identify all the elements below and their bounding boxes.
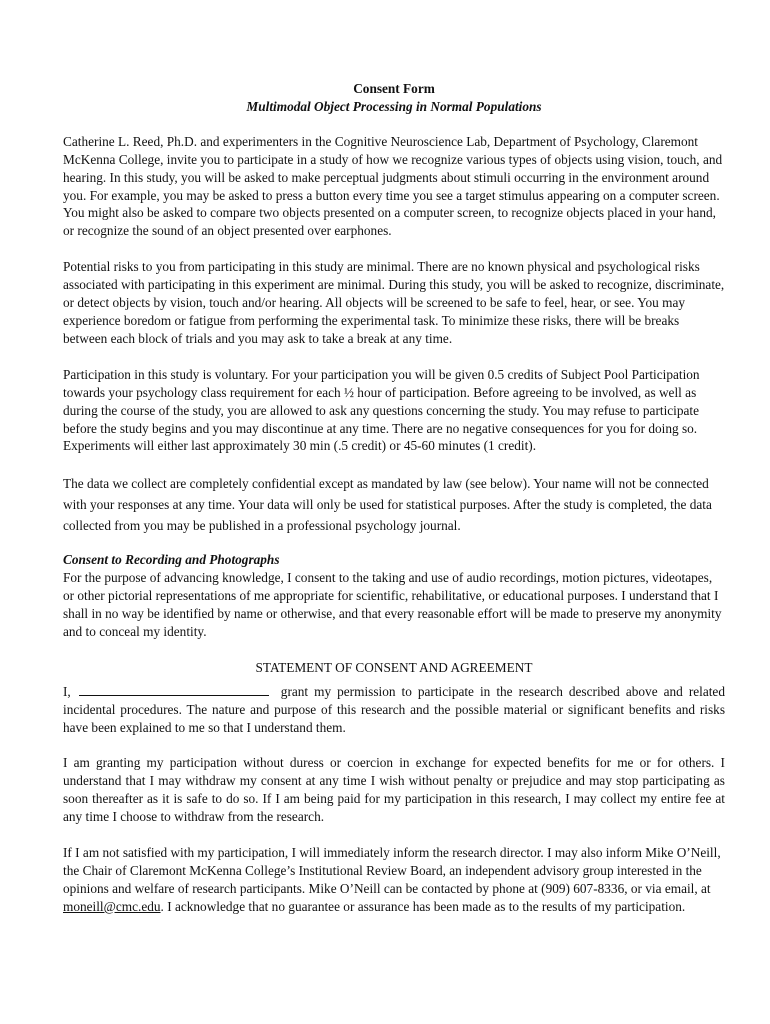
- email-link[interactable]: moneill@cmc.edu: [63, 898, 161, 914]
- grant-prefix: I,: [63, 683, 71, 699]
- confidentiality-paragraph: The data we collect are completely confidential except as mandated by law (see below). Your name will not be connected with your responses at any time. Your data will only be used for statistical purposes. After the study is completed, the data collected from you may be published in a professional psychology journal.: [63, 476, 712, 534]
- participation-paragraph: Participation in this study is voluntary. For your participation you will be given 0.5 credits of Subject Pool Participation towards your psychology class requirement for each ½ hour of participation. Before agreeing to be involved, as well as during the course of the study, you are allowed to ask any questions concerning the study. You may refuse to participate before the study begins and you may discontinue at any time. There are no negative consequences for you for doing so. Experiments will either last approximately 30 min (.5 credit) or 45-60 minutes (1 credit).: [63, 366, 700, 454]
- contact-paragraph: [63, 844, 725, 916]
- consent-document: [63, 80, 725, 934]
- recording-section: [63, 551, 725, 641]
- participant-name-field[interactable]: [79, 683, 269, 696]
- intro-paragraph: Catherine L. Reed, Ph.D. and experimenters in the Cognitive Neuroscience Lab, Department of Psychology, Claremont McKenna College, invite you to participate in a study of how we recognize various types of objects using vision, touch, and hearing. In this study, you will be asked to make perceptual judgments about stimuli occurring in the environment around you. For example, you may be asked to press a button every time you see a target stimulus appearing on a computer screen. You might also be asked to compare two objects presented on a computer screen, to recognize objects placed in your hand, or recognize the sound of an object presented over earphones.: [63, 133, 723, 239]
- recording-body: For the purpose of advancing knowledge, I consent to the taking and use of audio recordings, motion pictures, videotapes, or other pictorial representations of me appropriate for scientific, rehabilitative, or educational purposes. I understand that I shall in no way be identified by name or otherwise, and that every reasonable effort will be made to preserve my anonymity and to conceal my identity.: [63, 570, 722, 639]
- statement-heading: STATEMENT OF CONSENT AND AGREEMENT: [255, 659, 533, 675]
- risks-paragraph: Potential risks to you from participating in this study are minimal. There are no known physical and psychological risks associated with participating in this experiment are minimal. During this study, you will be asked to recognize, discriminate, or detect objects by vision, touch and/or hearing. All objects will be screened to be safe to feel, hear, or see. You may experience boredom or fatigue from performing the experimental task. To minimize these risks, there will be breaks between each block of trials and you may ask to take a break at any time.: [63, 259, 725, 346]
- granting-paragraph: I am granting my participation without duress or coercion in exchange for expected benefits for me or for others. I understand that I may withdraw my consent at any time I wish without penalty or prejudice and may stop participating as soon thereafter as it is safe to do so. If I am being paid for my participation in this research, I may collect my entire fee at any time I choose to withdraw from the research.: [63, 755, 725, 825]
- page-title: Consent Form: [353, 81, 435, 96]
- study-title: Multimodal Object Processing in Normal Populations: [246, 98, 542, 114]
- contact-text-before: If I am not satisfied with my participation, I will immediately inform the research director. I may also inform Mike O’Neill, the Chair of Claremont McKenna College’s Institutional Review Board, an independent advisory group interested in the opinions and welfare of research participants. Mike O’Neill can be contacted by phone at (909) 607-8336, or via email, at: [63, 845, 721, 896]
- grant-text: grant my permission to participate in the research described above and related incidental procedures. The nature and purpose of this research and the possible material or significant benefits and risks have been explained to me so that I understand them.: [63, 683, 725, 735]
- recording-heading: Consent to Recording and Photographs: [63, 552, 280, 568]
- grant-paragraph: [63, 683, 725, 737]
- contact-text-after: . I acknowledge that no guarantee or assurance has been made as to the results of my participation.: [160, 898, 686, 914]
